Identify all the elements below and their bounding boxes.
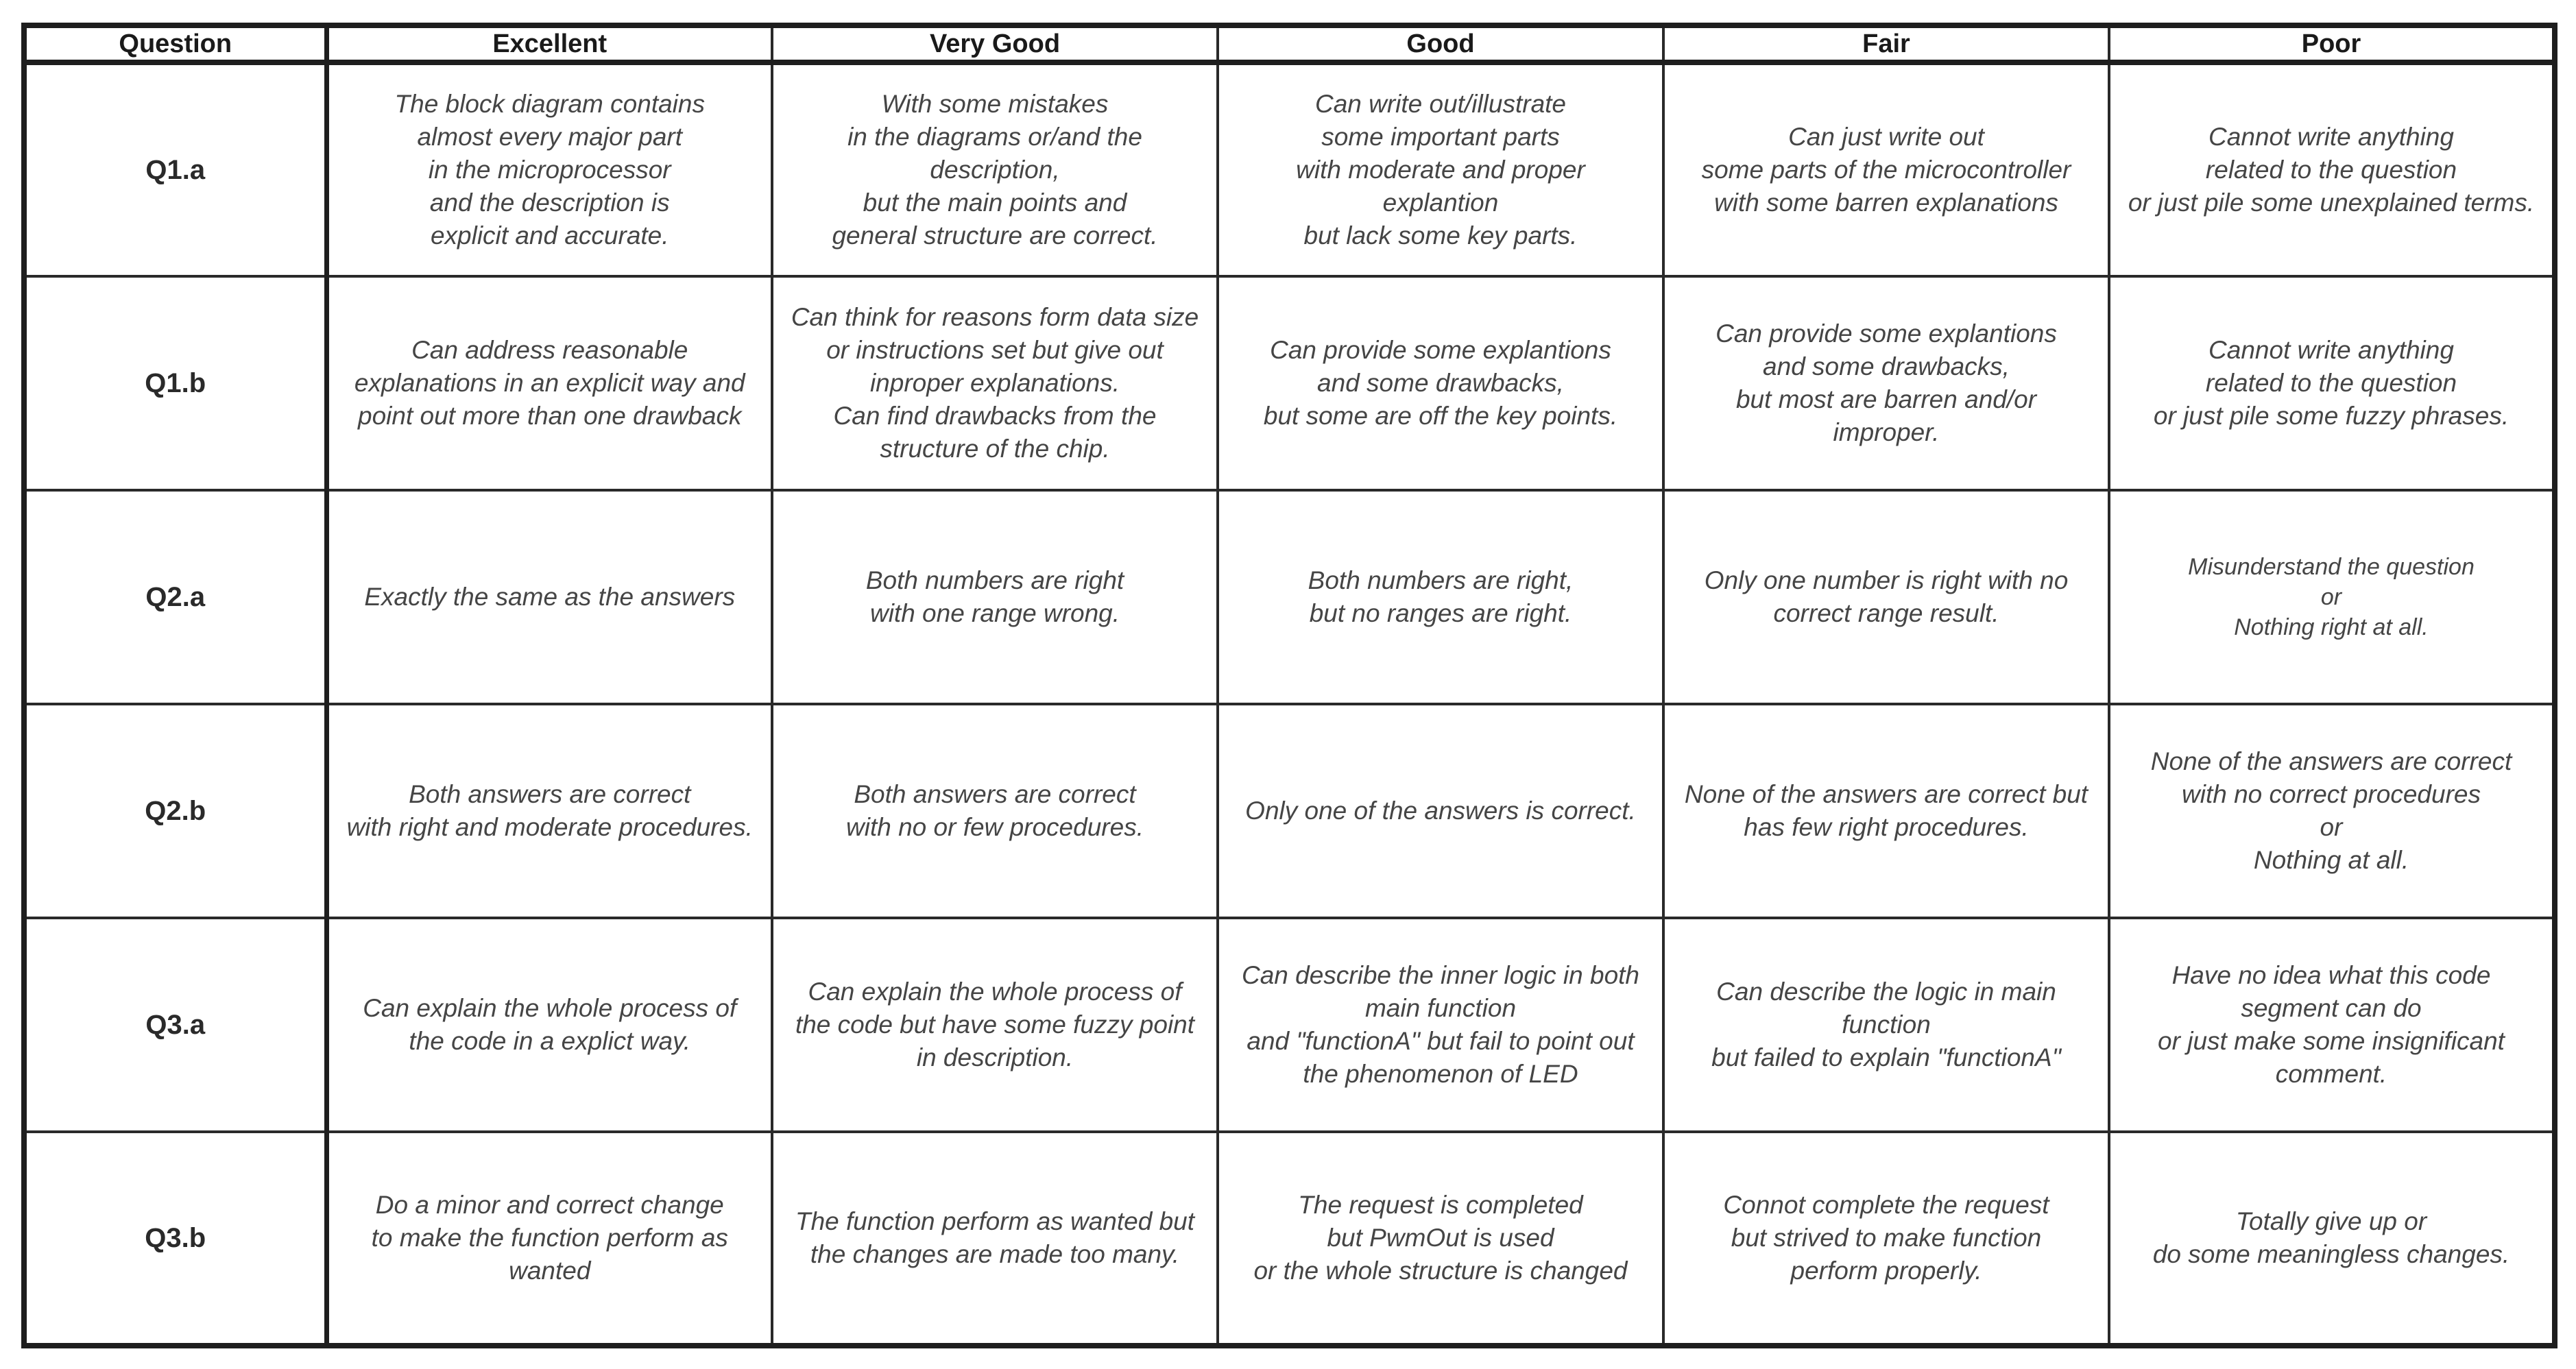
question-label: Q2.b [24,704,326,918]
criteria-good: Can provide some explantions and some drawbacks, but some are off the key points. [1218,276,1663,490]
criteria-fair: None of the answers are correct but has few right procedures. [1663,704,2109,918]
question-label: Q2.a [24,490,326,704]
header-row [24,25,2555,62]
table-row [24,62,2555,276]
rubric-table [21,23,2557,1348]
criteria-good: Can write out/illustrate some important parts with moderate and proper explantion but lack some key parts. [1218,62,1663,276]
question-label: Q1.a [24,62,326,276]
criteria-excellent: Both answers are correct with right and moderate procedures. [326,704,772,918]
criteria-good: Both numbers are right, but no ranges are right. [1218,490,1663,704]
header-very-good: Very Good [772,25,1218,62]
criteria-poor: Cannot write anything related to the question or just pile some fuzzy phrases. [2109,276,2555,490]
criteria-poor: None of the answers are correct with no correct procedures or Nothing at all. [2109,704,2555,918]
criteria-fair: Only one number is right with no correct range result. [1663,490,2109,704]
table-row [24,704,2555,918]
criteria-fair: Connot complete the request but strived to make function perform properly. [1663,1132,2109,1346]
table-row [24,1132,2555,1346]
table-row [24,918,2555,1132]
header-poor: Poor [2109,25,2555,62]
header-fair: Fair [1663,25,2109,62]
criteria-poor: Totally give up or do some meaningless changes. [2109,1132,2555,1346]
criteria-fair: Can describe the logic in main function but failed to explain "functionA" [1663,918,2109,1132]
criteria-very-good: Both answers are correct with no or few procedures. [772,704,1218,918]
criteria-good: Only one of the answers is correct. [1218,704,1663,918]
criteria-fair: Can provide some explantions and some drawbacks, but most are barren and/or improper. [1663,276,2109,490]
criteria-excellent: Can explain the whole process of the code in a explict way. [326,918,772,1132]
question-label: Q3.b [24,1132,326,1346]
criteria-fair: Can just write out some parts of the microcontroller with some barren explanations [1663,62,2109,276]
criteria-good: The request is completed but PwmOut is used or the whole structure is changed [1218,1132,1663,1346]
criteria-very-good: Can explain the whole process of the code but have some fuzzy point in description. [772,918,1218,1132]
table-row [24,276,2555,490]
criteria-very-good: With some mistakes in the diagrams or/and the description, but the main points and general structure are correct. [772,62,1218,276]
criteria-good: Can describe the inner logic in both main function and "functionA" but fail to point out the phenomenon of LED [1218,918,1663,1132]
question-label: Q1.b [24,276,326,490]
question-label: Q3.a [24,918,326,1132]
criteria-excellent: Exactly the same as the answers [326,490,772,704]
criteria-very-good: Can think for reasons form data size or instructions set but give out inproper explanations. Can find drawbacks from the structure of the chip. [772,276,1218,490]
criteria-very-good: The function perform as wanted but the changes are made too many. [772,1132,1218,1346]
criteria-very-good: Both numbers are right with one range wrong. [772,490,1218,704]
criteria-excellent: Do a minor and correct change to make the function perform as wanted [326,1132,772,1346]
criteria-poor: Cannot write anything related to the question or just pile some unexplained terms. [2109,62,2555,276]
header-excellent: Excellent [326,25,772,62]
criteria-poor: Misunderstand the question or Nothing right at all. [2109,490,2555,704]
header-question: Question [24,25,326,62]
criteria-poor: Have no idea what this code segment can do or just make some insignificant comment. [2109,918,2555,1132]
header-good: Good [1218,25,1663,62]
criteria-excellent: Can address reasonable explanations in an explicit way and point out more than one drawback [326,276,772,490]
table-row [24,490,2555,704]
criteria-excellent: The block diagram contains almost every major part in the microprocessor and the description is explicit and accurate. [326,62,772,276]
